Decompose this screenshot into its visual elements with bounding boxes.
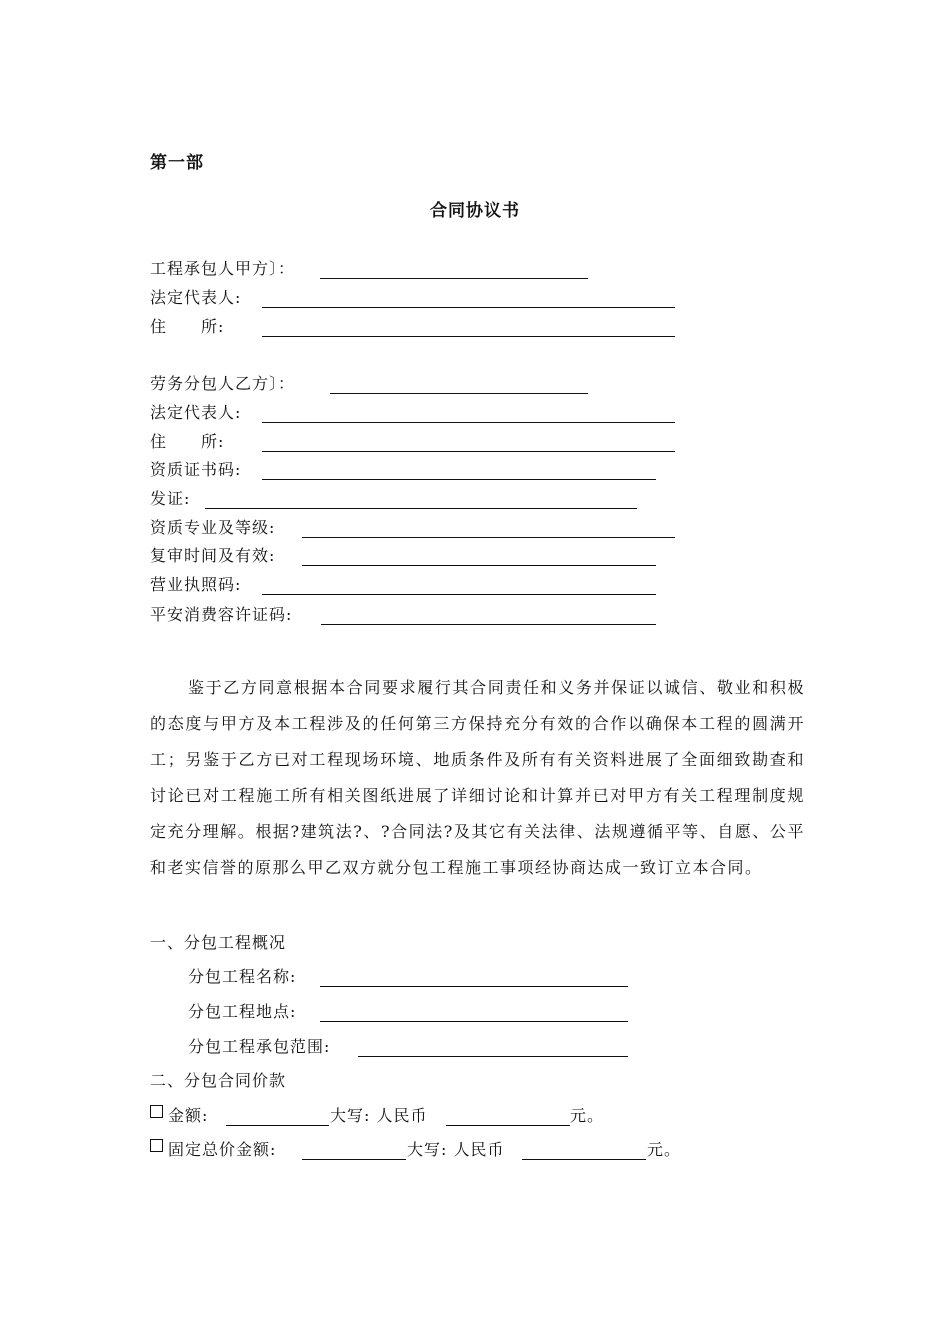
project-name-blank[interactable] (320, 986, 628, 987)
party-a-rep-label: 法定代表人: (150, 288, 242, 307)
party-b-address-label: 住 所: (150, 432, 225, 451)
safety-permit-field (150, 604, 660, 628)
project-name-field (188, 966, 633, 990)
party-a-address-label: 住 所: (150, 317, 225, 336)
amount-unit: 元。 (570, 1106, 605, 1125)
review-blank[interactable] (302, 565, 656, 566)
party-a-address-field (150, 316, 680, 340)
issuer-blank[interactable] (205, 508, 637, 509)
amount-checkbox[interactable] (150, 1105, 163, 1118)
license-field (150, 574, 660, 598)
project-scope-field (188, 1036, 633, 1060)
part-heading: 第一部 (150, 153, 204, 173)
amount-label: 金额: (168, 1106, 209, 1125)
fixed-total-label: 固定总价金额: (168, 1140, 277, 1159)
subcontractor-label: 劳务分包人乙方〕： (150, 374, 296, 393)
project-location-field (188, 1001, 633, 1025)
project-location-label: 分包工程地点: (188, 1002, 297, 1021)
party-b-address-field (150, 431, 680, 455)
contractor-label: 工程承包人甲方〕： (150, 259, 296, 278)
section-1-title: 一、分包工程概况 (150, 933, 287, 952)
issuer-field (150, 488, 640, 512)
project-scope-blank[interactable] (358, 1056, 628, 1057)
party-a-address-blank[interactable] (262, 336, 675, 337)
amount-capital-label: 大写: 人民币 (330, 1106, 428, 1125)
section-2-title: 二、分包合同价款 (150, 1071, 287, 1090)
contractor-field (150, 258, 600, 282)
fixed-total-blank[interactable] (302, 1159, 406, 1160)
fixed-total-row (150, 1139, 710, 1163)
project-scope-label: 分包工程承包范围: (188, 1037, 331, 1056)
party-b-rep-field (150, 402, 680, 426)
license-label: 营业执照码: (150, 575, 242, 594)
amount-row (150, 1105, 620, 1129)
party-a-rep-field (150, 287, 680, 311)
specialty-field (150, 517, 680, 541)
amount-capital-blank[interactable] (446, 1125, 570, 1126)
fixed-total-capital-blank[interactable] (522, 1159, 646, 1160)
contractor-blank[interactable] (320, 278, 588, 279)
amount-blank[interactable] (226, 1125, 329, 1126)
cert-no-blank[interactable] (262, 479, 656, 480)
issuer-label: 发证: (150, 489, 191, 508)
party-b-address-blank[interactable] (262, 451, 675, 452)
preamble-paragraph: 鉴于乙方同意根据本合同要求履行其合同责任和义务并保证以诚信、敬业和积极的态度与甲方及本工程涉及的任何第三方保持充分有效的合作以确保本工程的圆满开工；另鉴于乙方已对工程现场环境、地质条件及所有有关资料进展了全面细致勘查和讨论已对工程施工所有相关图纸进展了详细讨论和计算并已对甲方有关工程理制度规定充分理解。根据?建筑法?、?合同法?及其它有关法律、法规遵循平等、自愿、公平和老实信誉的原那么甲乙双方就分包工程施工事项经协商达成一致订立本合同。 (150, 678, 805, 877)
fixed-total-capital-label: 大写: 人民币 (407, 1140, 505, 1159)
fixed-total-unit: 元。 (647, 1140, 682, 1159)
safety-permit-blank[interactable] (321, 624, 656, 625)
project-name-label: 分包工程名称: (188, 967, 297, 986)
party-b-rep-blank[interactable] (262, 422, 675, 423)
specialty-blank[interactable] (302, 537, 675, 538)
license-blank[interactable] (262, 594, 656, 595)
review-field (150, 545, 660, 569)
fixed-total-checkbox[interactable] (150, 1139, 163, 1152)
party-b-rep-label: 法定代表人: (150, 403, 242, 422)
project-location-blank[interactable] (320, 1021, 628, 1022)
document-title: 合同协议书 (430, 201, 520, 221)
cert-no-label: 资质证书码: (150, 460, 242, 479)
subcontractor-field (150, 373, 600, 397)
cert-no-field (150, 459, 660, 483)
subcontractor-blank[interactable] (330, 393, 588, 394)
party-a-rep-blank[interactable] (262, 307, 675, 308)
review-label: 复审时间及有效: (150, 546, 276, 565)
safety-permit-label: 平安消费容许证码: (150, 605, 293, 624)
specialty-label: 资质专业及等级: (150, 518, 276, 537)
